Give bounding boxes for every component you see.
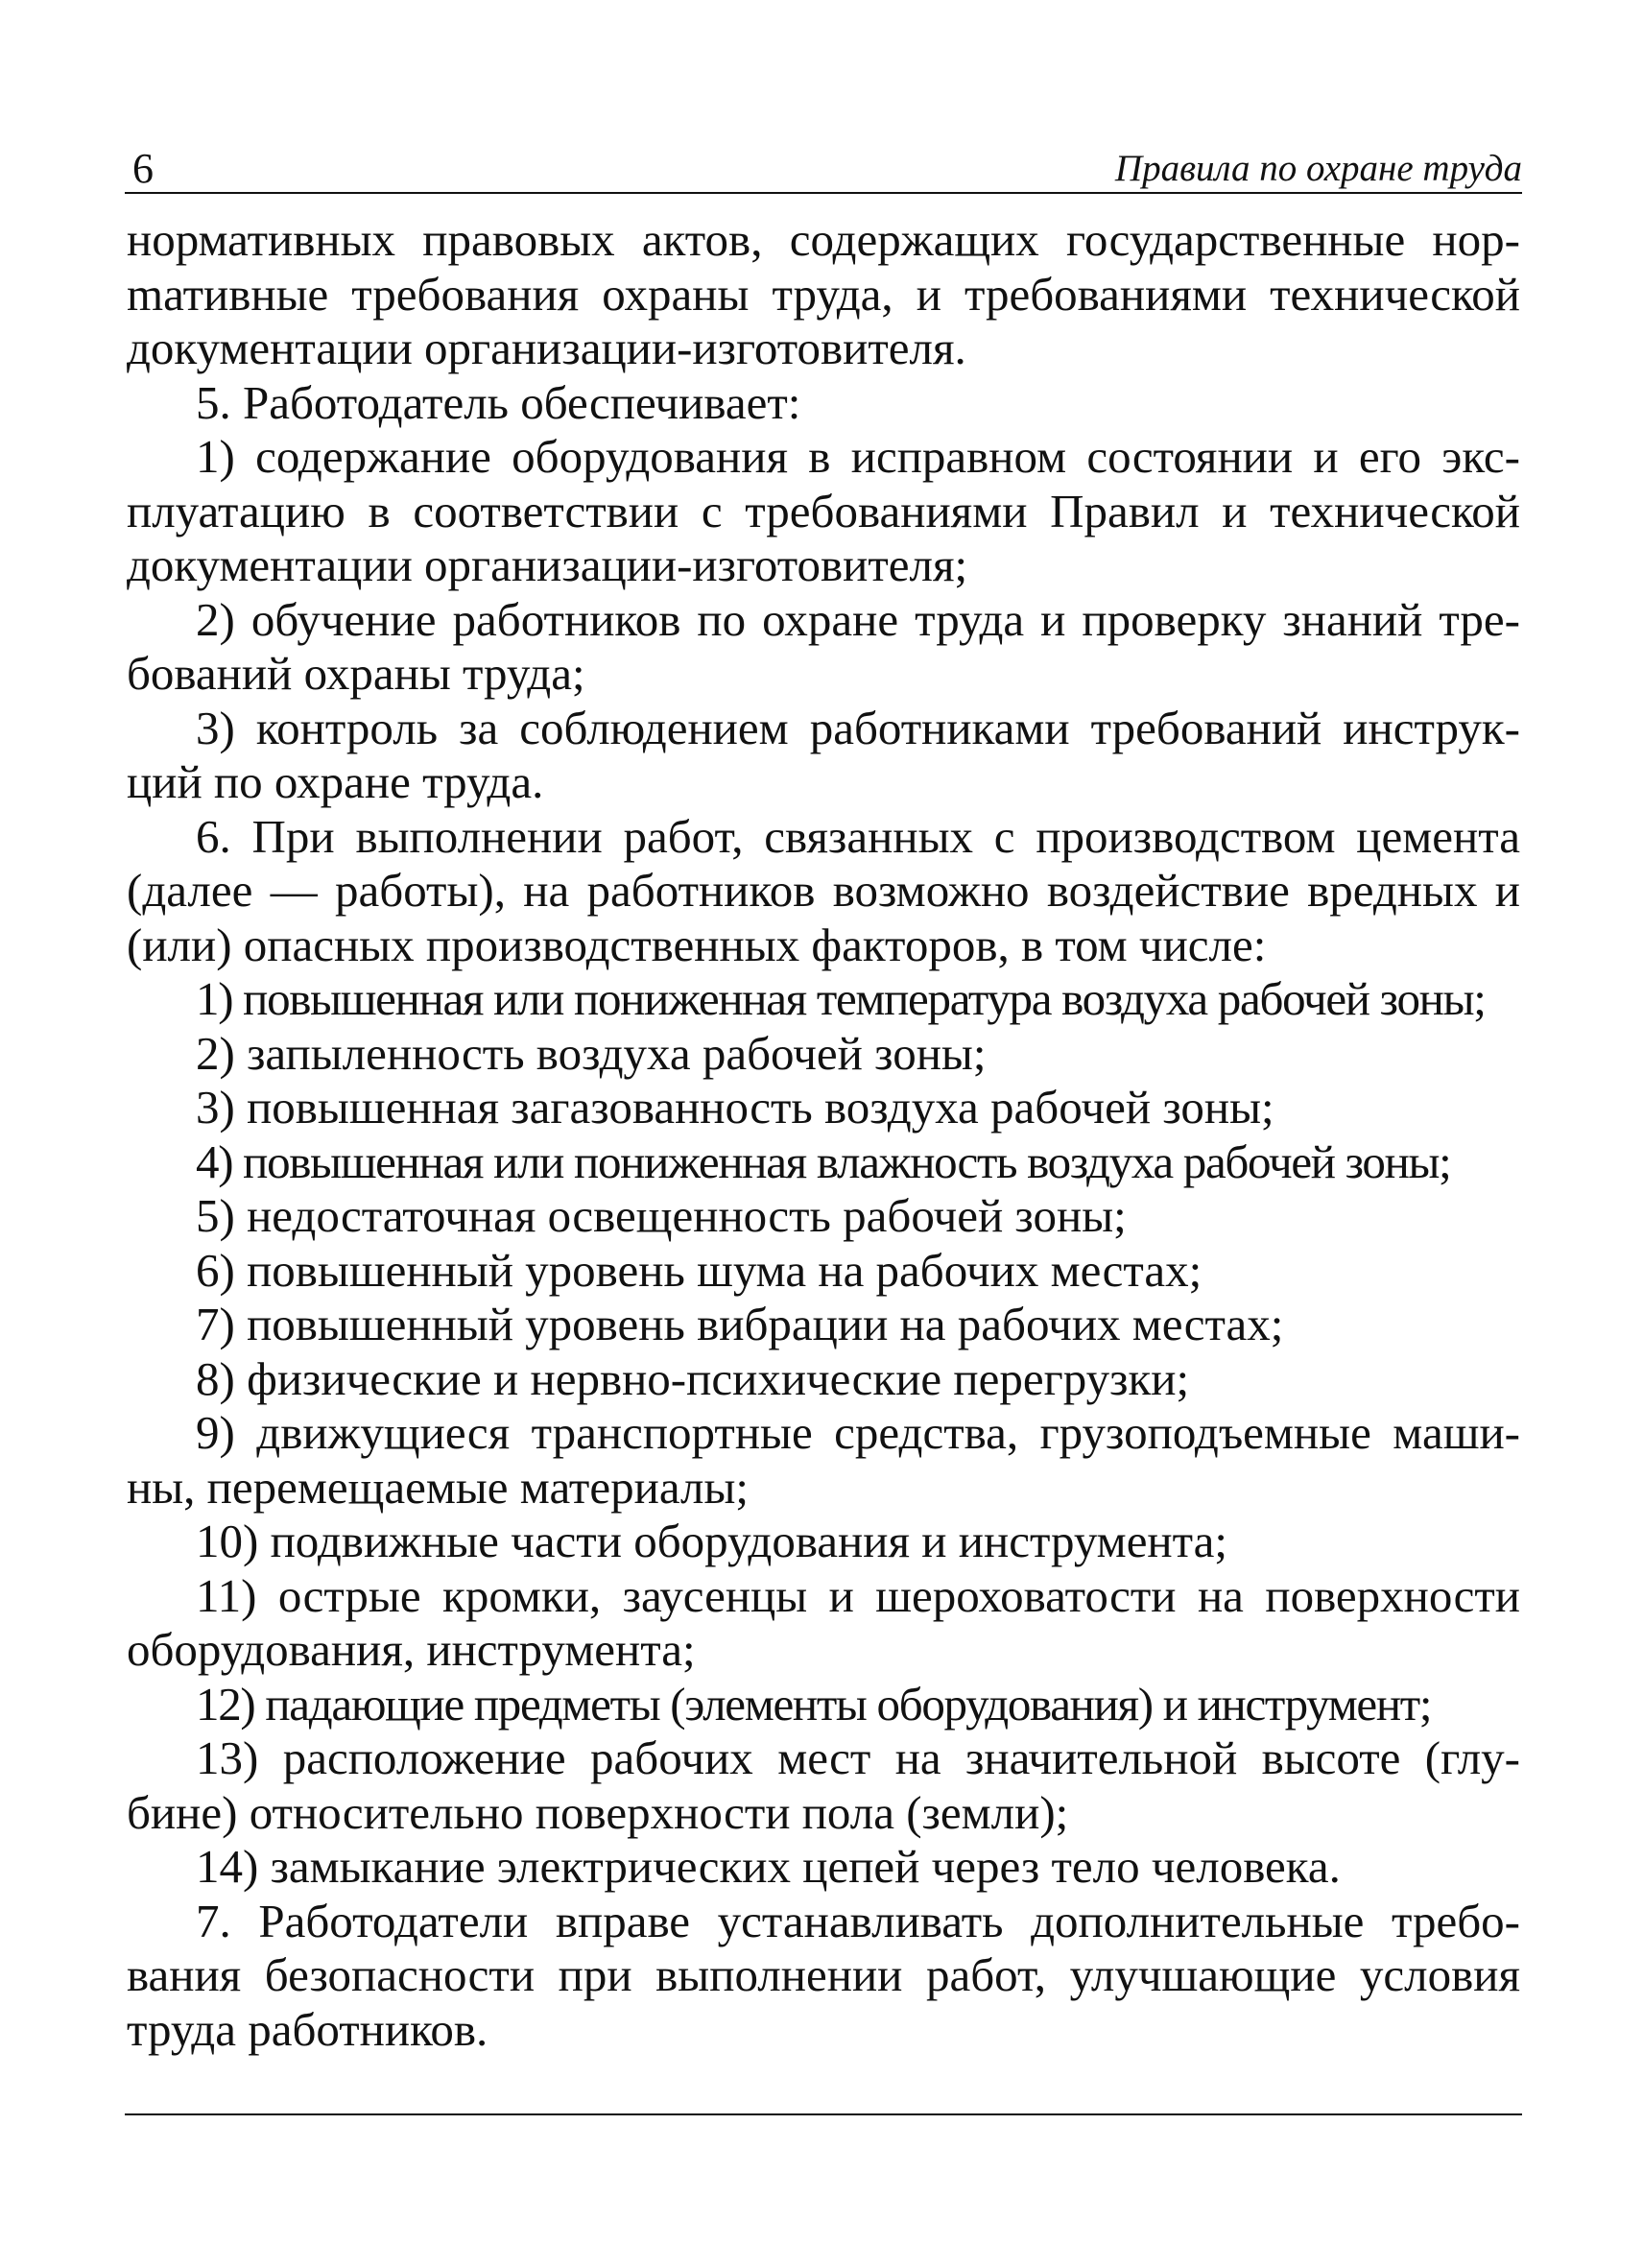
page-number: 6 [132, 145, 154, 192]
list-item: 7) повышенный уровень вибрации на рабочих местах; [196, 1298, 1284, 1350]
list-item: 4) повышенная или пониженная влажность воздуха рабочей зоны; [196, 1134, 1451, 1188]
paragraph-item-7: 7. Работодатели вправе устанавливать дополнительные требования безопасности при выполнении работ, улучшающие условия труда работников. [127, 1894, 1520, 2056]
paragraph-item-6: 6. При выполнении работ, связанных с производством цемента (далее — работы), на работников возможно воздействие вредных и (или) опасных производственных факторов, в том числе: [127, 809, 1520, 971]
list-item: 12) падающие предметы (элементы оборудования) и инструмент; [196, 1677, 1432, 1731]
list-item: 1) повышенная или пониженная температура воздуха рабочей зоны; [196, 972, 1486, 1025]
list-item: 13) расположение рабочих мест на значительной высоте (глубине) относительно поверхности пола (земли); [127, 1731, 1520, 1839]
list-item: 14) замыкание электрических цепей через тело человека. [196, 1840, 1341, 1893]
list-item: 11) острые кромки, заусенцы и шероховатости на поверхности оборудования, инструмента; [127, 1568, 1520, 1676]
list-item: 1) содержание оборудования в исправном состоянии и его эксплуатацию в соответствии с требованиями Правил и технической документации организации-изготовителя; [127, 430, 1520, 591]
list-item: 3) контроль за соблюдением работниками требований инструкций по охране труда. [127, 701, 1520, 808]
footer-rule [125, 2113, 1522, 2115]
list-item: 10) подвижные части оборудования и инструмента; [196, 1515, 1228, 1567]
page-header [125, 144, 1522, 194]
paragraph-item-5: 5. Работодатель обеспечивает: [196, 375, 801, 429]
body-text [127, 213, 1520, 2057]
list-item: 2) запыленность воздуха рабочей зоны; [196, 1026, 987, 1080]
running-title: Правила по охране труда [1114, 148, 1522, 189]
paragraph-continuation: нормативных правовых актов, содержащих государственные норmативные требования охраны труда, и требованиями технической документации организации-изготовителя. [127, 213, 1520, 374]
list-item: 5) недостаточная освещенность рабочей зоны; [196, 1189, 1127, 1242]
list-item: 2) обучение работников по охране труда и проверку знаний требований охраны труда; [127, 592, 1520, 700]
list-item: 8) физические и нервно-психические перегрузки; [196, 1351, 1190, 1405]
list-item: 6) повышенный уровень шума на рабочих местах; [196, 1243, 1202, 1297]
list-item: 9) движущиеся транспортные средства, грузоподъемные машины, перемещаемые материалы; [127, 1406, 1520, 1514]
list-item: 3) повышенная загазованность воздуха рабочей зоны; [196, 1081, 1274, 1134]
header-rule [125, 192, 1522, 194]
